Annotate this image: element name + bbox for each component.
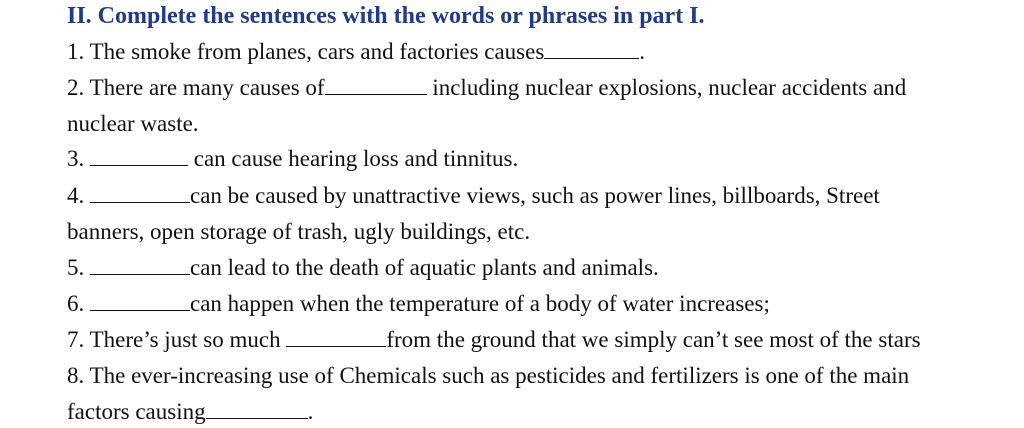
sentence-6-blank xyxy=(90,290,190,311)
sentence-2-text-a: 2. There are many causes of xyxy=(67,75,325,100)
sentence-2-continued xyxy=(67,110,199,138)
sentence-7-text-b: from the ground that we simply can’t see most of the stars xyxy=(386,327,921,352)
sentence-5-text-a: 5. xyxy=(67,255,90,280)
sentence-2-text-c: nuclear waste. xyxy=(67,111,199,136)
sentence-8-blank xyxy=(206,398,308,419)
sentence-7-text-a: 7. There’s just so much xyxy=(67,327,287,352)
sentence-3-text-a: 3. xyxy=(67,146,90,171)
sentence-5 xyxy=(67,254,659,282)
sentence-4-blank xyxy=(90,182,190,203)
sentence-3 xyxy=(67,145,518,173)
sentence-8-continued xyxy=(67,398,313,426)
sentence-6 xyxy=(67,290,770,318)
sentence-5-text-b: can lead to the death of aquatic plants and animals. xyxy=(190,255,659,280)
sentence-8-text-b: factors causing xyxy=(67,399,206,424)
sentence-2-blank xyxy=(325,74,427,95)
sentence-7 xyxy=(67,326,921,354)
sentence-8-text-a: 8. The ever-increasing use of Chemicals such as pesticides and fertilizers is one of the main xyxy=(67,363,910,388)
sentence-3-blank xyxy=(90,145,188,166)
sentence-1-text-a: 1. The smoke from planes, cars and factories causes xyxy=(67,39,545,64)
sentence-4-text-a: 4. xyxy=(67,183,90,208)
sentence-4-continued xyxy=(67,218,530,246)
sentence-2-text-b: including nuclear explosions, nuclear accidents and xyxy=(426,75,907,100)
sentence-1-text-b: . xyxy=(639,39,646,64)
sentence-8 xyxy=(67,362,909,390)
sentence-1 xyxy=(67,38,645,66)
sentence-8-text-c: . xyxy=(307,399,314,424)
sentence-6-text-a: 6. xyxy=(67,291,90,316)
sentence-4-text-c: banners, open storage of trash, ugly buildings, etc. xyxy=(67,219,531,244)
sentence-3-text-b: can cause hearing loss and tinnitus. xyxy=(188,146,519,171)
exercise-heading: II. Complete the sentences with the words or phrases in part I. xyxy=(67,3,705,29)
sentence-2 xyxy=(67,74,906,102)
sentence-5-blank xyxy=(90,254,190,275)
sentence-7-blank xyxy=(286,326,386,347)
sentence-6-text-b: can happen when the temperature of a body of water increases; xyxy=(190,291,770,316)
sentence-4 xyxy=(67,182,880,210)
sentence-1-blank xyxy=(544,38,639,59)
sentence-4-text-b: can be caused by unattractive views, such as power lines, billboards, Street xyxy=(190,183,880,208)
